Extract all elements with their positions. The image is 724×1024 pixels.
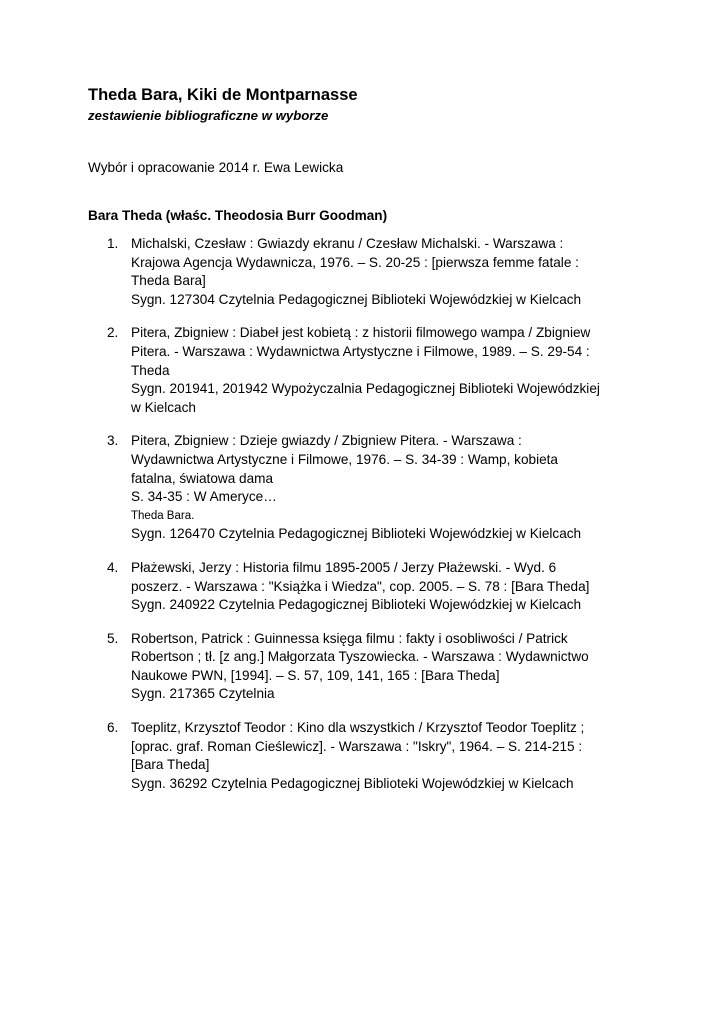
entry-line: Pitera, Zbigniew : Dzieje gwiazdy / Zbigniew Pitera. - Warszawa : — [131, 433, 522, 449]
entry-shelfmark: Sygn. 127304 Czytelnia Pedagogicznej Biblioteki Wojewódzkiej w Kielcach — [131, 291, 582, 307]
bibliography-entry — [88, 432, 648, 544]
entry-line: poszerz. - Warszawa : "Książka i Wiedza", cop. 2005. – S. 78 : [Bara Theda] — [131, 578, 590, 594]
document-subtitle: zestawienie bibliograficzne w wyborze — [88, 108, 329, 123]
document-title: Theda Bara, Kiki de Montparnasse — [88, 86, 358, 104]
entry-shelfmark: w Kielcach — [131, 399, 196, 415]
entry-shelfmark: Sygn. 36292 Czytelnia Pedagogicznej Biblioteki Wojewódzkiej w Kielcach — [131, 775, 574, 791]
entry-line: [Bara Theda] — [131, 757, 210, 773]
entry-line: Toeplitz, Krzysztof Teodor : Kino dla wszystkich / Krzysztof Teodor Toeplitz ; — [131, 720, 585, 736]
entry-line: Michalski, Czesław : Gwiazdy ekranu / Czesław Michalski. - Warszawa : — [131, 236, 564, 251]
entry-number: 5. — [107, 630, 119, 646]
entry-shelfmark: Sygn. 126470 Czytelnia Pedagogicznej Biblioteki Wojewódzkiej w Kielcach — [131, 526, 582, 542]
entry-line: Theda — [131, 362, 170, 378]
entry-line: Pitera, Zbigniew : Diabeł jest kobietą : z historii filmowego wampa / Zbigniew — [131, 325, 591, 341]
entry-line: Pitera. - Warszawa : Wydawnictwa Artystyczne i Filmowe, 1989. – S. 29-54 : — [131, 343, 590, 359]
entry-shelfmark: Sygn. 217365 Czytelnia — [131, 686, 275, 702]
entry-line: Theda Bara] — [131, 273, 206, 289]
bibliography-entry — [88, 559, 648, 615]
entry-line: Robertson, Patrick : Guinnessa księga filmu : fakty i osobliwości / Patrick — [131, 630, 568, 646]
entry-number: 6. — [107, 720, 119, 736]
bibliography-entry — [88, 630, 648, 704]
entry-line: Płażewski, Jerzy : Historia filmu 1895-2005 / Jerzy Płażewski. - Wyd. 6 — [131, 559, 557, 575]
entry-line: Wydawnictwa Artystyczne i Filmowe, 1976. – S. 34-39 : Wamp, kobieta — [131, 451, 558, 467]
entry-shelfmark: Sygn. 240922 Czytelnia Pedagogicznej Biblioteki Wojewódzkiej w Kielcach — [131, 597, 582, 613]
entry-number: 4. — [107, 559, 119, 575]
bibliography-list — [88, 235, 648, 793]
entry-line: [oprac. graf. Roman Cieślewicz]. - Warszawa : "Iskry", 1964. – S. 214-215 : — [131, 738, 583, 754]
entry-line: Krajowa Agencja Wydawnicza, 1976. – S. 20-25 : [pierwsza femme fatale : — [131, 254, 579, 270]
entry-line: S. 34-35 : W Ameryce… — [131, 489, 277, 505]
compilation-credit: Wybór i opracowanie 2014 r. Ewa Lewicka — [88, 160, 344, 175]
entry-number: 1. — [107, 236, 119, 251]
bibliography-entry — [88, 324, 648, 417]
entry-line: Theda Bara. — [131, 509, 195, 522]
entry-number: 3. — [107, 433, 119, 449]
section-heading: Bara Theda (właśc. Theodosia Burr Goodman) — [88, 208, 388, 223]
entry-line: Naukowe PWN, [1994]. – S. 57, 109, 141, 165 : [Bara Theda] — [131, 667, 500, 683]
entry-number: 2. — [107, 325, 119, 341]
entry-line: fatalna, światowa dama — [131, 470, 274, 486]
document-page — [88, 84, 648, 808]
entry-line: Robertson ; tł. [z ang.] Małgorzata Tyszowiecka. - Warszawa : Wydawnictwo — [131, 649, 589, 665]
bibliography-entry — [88, 719, 648, 793]
bibliography-entry — [88, 235, 648, 309]
entry-shelfmark: Sygn. 201941, 201942 Wypożyczalnia Pedagogicznej Biblioteki Wojewódzkiej — [131, 381, 600, 397]
